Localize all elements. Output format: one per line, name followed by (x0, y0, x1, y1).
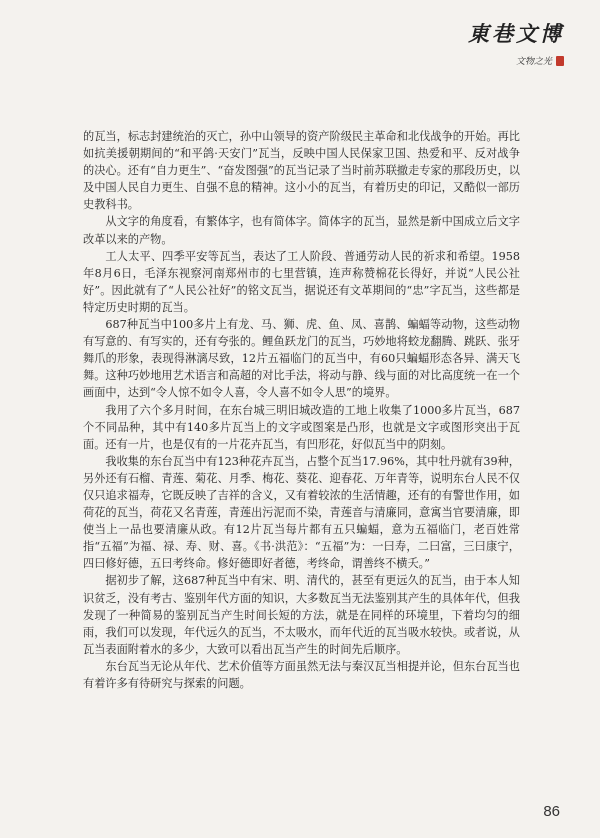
page-number: 86 (543, 803, 560, 820)
paragraph: 的瓦当，标志封建统治的灭亡，孙中山领导的资产阶级民主革命和北伐战争的开始。再比如抗美援朝期间的“和平鸽·天安门”瓦当，反映中国人民保家卫国、热爱和平、反对战争的决心。还有“自力更生”、“奋发图强”的瓦当记录了当时前苏联撤走专家的那段历史，以及中国人民自力更生、自强不息的精神。这小小的瓦当，有着历史的印记，又酷似一部历史教科书。 (83, 130, 520, 212)
paragraph: 从文字的角度看，有繁体字，也有简体字。简体字的瓦当，显然是新中国成立后文字改革以来的产物。 (83, 215, 520, 246)
paragraph: 我收集的东台瓦当中有123种花卉瓦当，占整个瓦当17.96%，其中牡丹就有39种，另外还有石榴、青莲、菊花、月季、梅花、葵花、迎春花、万年青等，说明东台人民不仅仅只追求福寿，它既反映了吉祥的含义，又有着较浓的生活情趣，还有的有警世作用，如荷花的瓦当，荷花又名青莲，青莲出污泥而不染，青莲音与清廉同，意寓当官要清廉，即使当上一品也要清廉从政。有12片瓦当每片都有五只蝙蝠，意为五福临门，老百姓常指“五福”为福、禄、寿、财、喜。《书·洪范》：“五福”为：一曰寿，二曰富，三曰康宁，四曰修好德，五曰考终命。修好德即好者德，考终命，谓善终不横夭。” (83, 454, 520, 571)
red-seal-icon (556, 56, 564, 66)
paragraph: 687种瓦当中100多片上有龙、马、狮、虎、鱼、凤、喜鹊、蝙蝠等动物，这些动物有写意的、有写实的，还有夸张的。鲤鱼跃龙门的瓦当，巧妙地将蛟龙翻腾、跳跃、张牙舞爪的形象，表现得淋漓尽致，12片五福临门的瓦当中，有60只蝙蝠形态各异、满天飞舞。这种巧妙地用艺术语言和高超的对比手法，将动与静、线与面的对比高度统一在一个画面中，达到“令人惊不如令人喜，令人喜不如令人思”的境界。 (83, 318, 520, 400)
paragraph: 我用了六个多月时间，在东台城三明旧城改造的工地上收集了1000多片瓦当，687个不同品种，其中有140多片瓦当上的文字或图案是凸形，也就是文字或图形突出于瓦面。还有一片，也是仅有的一片花卉瓦当，有凹形花，好似瓦当中的阴刻。 (83, 403, 520, 451)
paragraph: 据初步了解，这687种瓦当中有宋、明、清代的，甚至有更远久的瓦当，由于本人知识贫乏，没有考古、鉴别年代方面的知识，大多数瓦当无法鉴别其产生的具体年代，但我发现了一种简易的鉴别瓦当产生时间长短的方法，就是在同样的环境里，下着均匀的细雨，我们可以发现，年代远久的瓦当，不太吸水，而年代近的瓦当吸水较快。或者说，从瓦当表面附着水的多少，大致可以看出瓦当产生的时间先后顺序。 (83, 574, 520, 656)
paragraph: 工人太平、四季平安等瓦当，表达了工人阶段、普通劳动人民的祈求和希望。1958年8月6日，毛泽东视察河南郑州市的七里营镇，连声称赞棉花长得好，并说“人民公社好”。因此就有了“人民公社好”的铭文瓦当，据说还有文革期间的“忠”字瓦当，这些都是特定历史时期的瓦当。 (83, 249, 520, 314)
paragraph: 东台瓦当无论从年代、艺术价值等方面虽然无法与秦汉瓦当相提并论，但东台瓦当也有着许多有待研究与探索的问题。 (83, 659, 520, 690)
article-body (83, 128, 520, 692)
masthead (454, 18, 564, 74)
column-title: 東巷文博 (468, 21, 564, 46)
calligraphy-signature: 文物之光 (515, 57, 552, 67)
